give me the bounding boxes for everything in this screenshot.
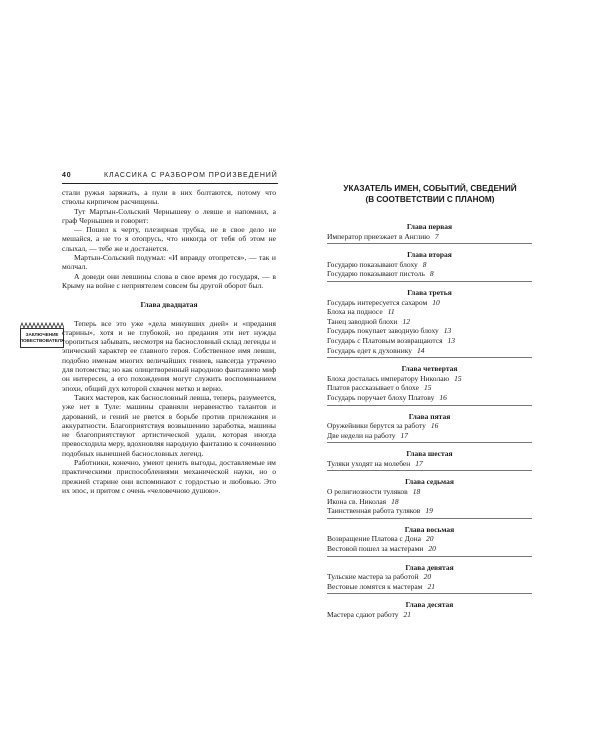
index-entry-page: 21 — [427, 581, 435, 591]
index-entry-text: Таинственная работа туляков — [327, 506, 421, 516]
index-entry-text: Оружейники берутся за работу — [327, 421, 426, 431]
margin-tag-line: ЗАКЛЮЧЕНИЕ — [25, 332, 59, 337]
index-entry — [327, 317, 532, 327]
chapter-divider — [327, 593, 532, 594]
index-entry — [327, 421, 532, 431]
index-chapter-heading: Глава четвертая — [401, 364, 458, 374]
page-number: 40 — [62, 172, 72, 179]
paragraph: — Пошел к черту, плезирная трубка, не в свое дело не мешайся, а не то я отопрусь, что никогда от тебя об этом не слыхал, — тебе же и достанется. — [62, 225, 276, 253]
paragraph: Теперь все это уже «дела минувших дней» и «предания старины», хотя и не глубокой, но предания эти нет нужды торопиться забывать, несмотря на баснословный склад легенды и эпический характер ее главного героя. Собственное имя левши, подобно именам многих величайших гениев, навсегда утрачено для потомства; но как олицетворенный народною фантазиею миф он интересен, а его похождения могут служить воспоминанием эпохи, общий дух которой схвачен метко и верно. — [62, 318, 276, 393]
margin-tag-line: ПОВЕСТВОВАТЕЛЯ — [19, 338, 65, 343]
index-entry-text: Мастера сдают работу — [327, 610, 399, 619]
index-entry-text: Государь едет к духовнику — [327, 345, 412, 355]
index-entry-text: Танец заводной блохи — [327, 316, 398, 326]
index-chapter-heading: Глава девятая — [405, 562, 454, 572]
index-entry-page: 12 — [402, 316, 410, 326]
index-entry-page: 15 — [454, 373, 462, 383]
index-entry — [327, 459, 532, 469]
index-chapter-heading: Глава третья — [407, 287, 452, 297]
index-entry-text: Государь с Платовым возвращаются — [327, 335, 443, 345]
paragraph: Мартын-Сольский подумал: «И вправду отопрется», — так и молчал. — [62, 253, 276, 272]
index-entry-text: Государю показывают пистоль — [327, 269, 425, 279]
chapter-divider — [327, 243, 532, 244]
index-chapter-heading: Глава первая — [406, 222, 453, 231]
index-entry-text: Блоха на подносе — [327, 307, 383, 317]
index-entry-page: 17 — [400, 430, 409, 440]
index-entry-text: Икона св. Николая — [327, 496, 387, 506]
index-entry-page: 13 — [443, 326, 452, 336]
index-entry-page: 16 — [439, 392, 447, 402]
index-title-line: (В СООТВЕТСТВИИ С ПЛАНОМ) — [365, 194, 495, 204]
chapter-divider — [327, 556, 532, 557]
index-entry — [327, 336, 532, 346]
index-title-line: УКАЗАТЕЛЬ ИМЕН, СОБЫТИЙ, СВЕДЕНИЙ — [343, 184, 517, 193]
chapter-divider — [327, 281, 532, 282]
index-entry-text: Император приезжает в Англию — [327, 231, 430, 241]
index-chapter-heading: Глава десятая — [405, 600, 454, 610]
index-entry-page: 20 — [425, 534, 434, 544]
index-chapter-heading: Глава вторая — [407, 250, 452, 260]
running-head — [62, 170, 278, 184]
index-entry-text: Туляки уходят на молебен — [327, 458, 411, 468]
margin-tag — [20, 328, 64, 348]
chapter-divider — [327, 442, 532, 443]
index-entry — [327, 269, 532, 279]
index-chapter-heading: Глава восьмая — [404, 524, 455, 534]
chapter-divider — [327, 470, 532, 471]
paragraph: Таких мастеров, как баснословный левша, теперь, разумеется, уже нет в Туле: машины сравняли неравенство талантов и дарований, и гений не рвется в борьбе против прилежания и аккуратности. Благоприятствуя возвышению заработка, машины не благоприятствуют артистической удали, которая иногда превосходила меру, вдохновляя народную фантазию к сочинению подобных нынешней баснословных легенд. — [62, 392, 276, 458]
index-chapter-heading: Глава шестая — [406, 449, 453, 459]
index-entry — [327, 497, 532, 507]
index-entry-text: Платов рассказывает о блохе — [327, 383, 419, 393]
index-title — [322, 184, 538, 205]
running-title: КЛАССИКА С РАЗБОРОМ ПРОИЗВЕДЕНИЙ — [104, 172, 278, 179]
index-entry — [327, 582, 532, 592]
index-entry-text: Государь покупает заводную блоху — [327, 326, 439, 336]
index-entry-page: 20 — [423, 572, 432, 582]
index-entry-page: 15 — [423, 383, 432, 393]
index-entry-page: 10 — [432, 297, 440, 307]
index-entry — [327, 610, 532, 620]
index-entry — [327, 326, 532, 336]
index-entry-text: Две недели на работу — [327, 430, 396, 440]
index-entry — [327, 260, 532, 270]
index-entry — [327, 431, 532, 441]
index-entry-page: 19 — [425, 506, 433, 516]
index-entry — [327, 374, 532, 384]
index-entry-text: Государю показывают блоху — [327, 259, 418, 269]
index-entry-text: О религиозности туляков — [327, 487, 408, 497]
index-entry-page: 16 — [430, 421, 439, 431]
index-entry-page: 17 — [415, 458, 423, 468]
index-entry-page: 8 — [429, 269, 434, 279]
index-entry — [327, 534, 532, 544]
index-entry-text: Вестовой пошел за мастерами — [327, 544, 424, 554]
index-entry — [327, 572, 532, 582]
chapter-divider — [327, 518, 532, 519]
paragraph: А доведи они левшины слова в свое время до государя, — в Крыму на войне с неприятелем совсем бы другой оборот был. — [62, 271, 276, 290]
index-entry — [327, 232, 532, 242]
index-entry — [327, 298, 532, 308]
index-entry — [327, 393, 532, 403]
index-entry-page: 20 — [428, 544, 436, 554]
chapter-heading: Глава двадцатая — [140, 300, 198, 310]
chapter-divider — [327, 405, 532, 406]
index-entry-page: 14 — [417, 345, 425, 355]
paragraph: Работники, конечно, умеют ценить выгоды, доставляемые им практическими приспособлениями механической науки, но о прежней старине они вспоминают с гордостью и любовью. Это их эпос, и притом с очень «человечною душою». — [62, 458, 276, 495]
index-entry-text: Государь интересуется сахаром — [327, 297, 428, 307]
chapter-divider — [327, 357, 532, 358]
index-entry-text: Блоха досталась императору Николаю — [327, 373, 450, 383]
index-chapter-heading: Глава пятая — [408, 411, 451, 421]
index-entry-text: Тульские мастера за работой — [327, 572, 419, 582]
index-entry-page: 21 — [403, 610, 411, 619]
index-list — [327, 222, 532, 620]
paragraph: стали ружья заряжать, а пули в них болтаются, потому что стволы кирпичом расчищены. — [62, 188, 276, 207]
index-entry-page: 18 — [391, 496, 399, 506]
index-entry-page: 18 — [412, 487, 421, 497]
index-entry-page: 7 — [434, 231, 439, 241]
index-entry-text: Государь поручает блоху Платову — [327, 392, 435, 402]
index-entry-text: Возвращение Платова с Дона — [327, 534, 421, 544]
index-entry — [327, 383, 532, 393]
paragraph: Тут Мартын-Сольский Чернышеву о левше и напомнил, а граф Чернышев и говорит: — [62, 206, 276, 225]
index-entry-text: Вестовые ломятся к мастерам — [327, 581, 423, 591]
index-entry — [327, 307, 532, 317]
index-entry — [327, 544, 532, 554]
index-entry-page: 13 — [447, 335, 456, 345]
index-entry-page: 11 — [387, 307, 395, 317]
index-chapter-heading: Глава седьмая — [405, 477, 454, 487]
left-body-text — [62, 188, 276, 495]
index-entry-page: 8 — [422, 259, 427, 269]
index-entry — [327, 487, 532, 497]
index-entry — [327, 506, 532, 516]
index-entry — [327, 346, 532, 356]
